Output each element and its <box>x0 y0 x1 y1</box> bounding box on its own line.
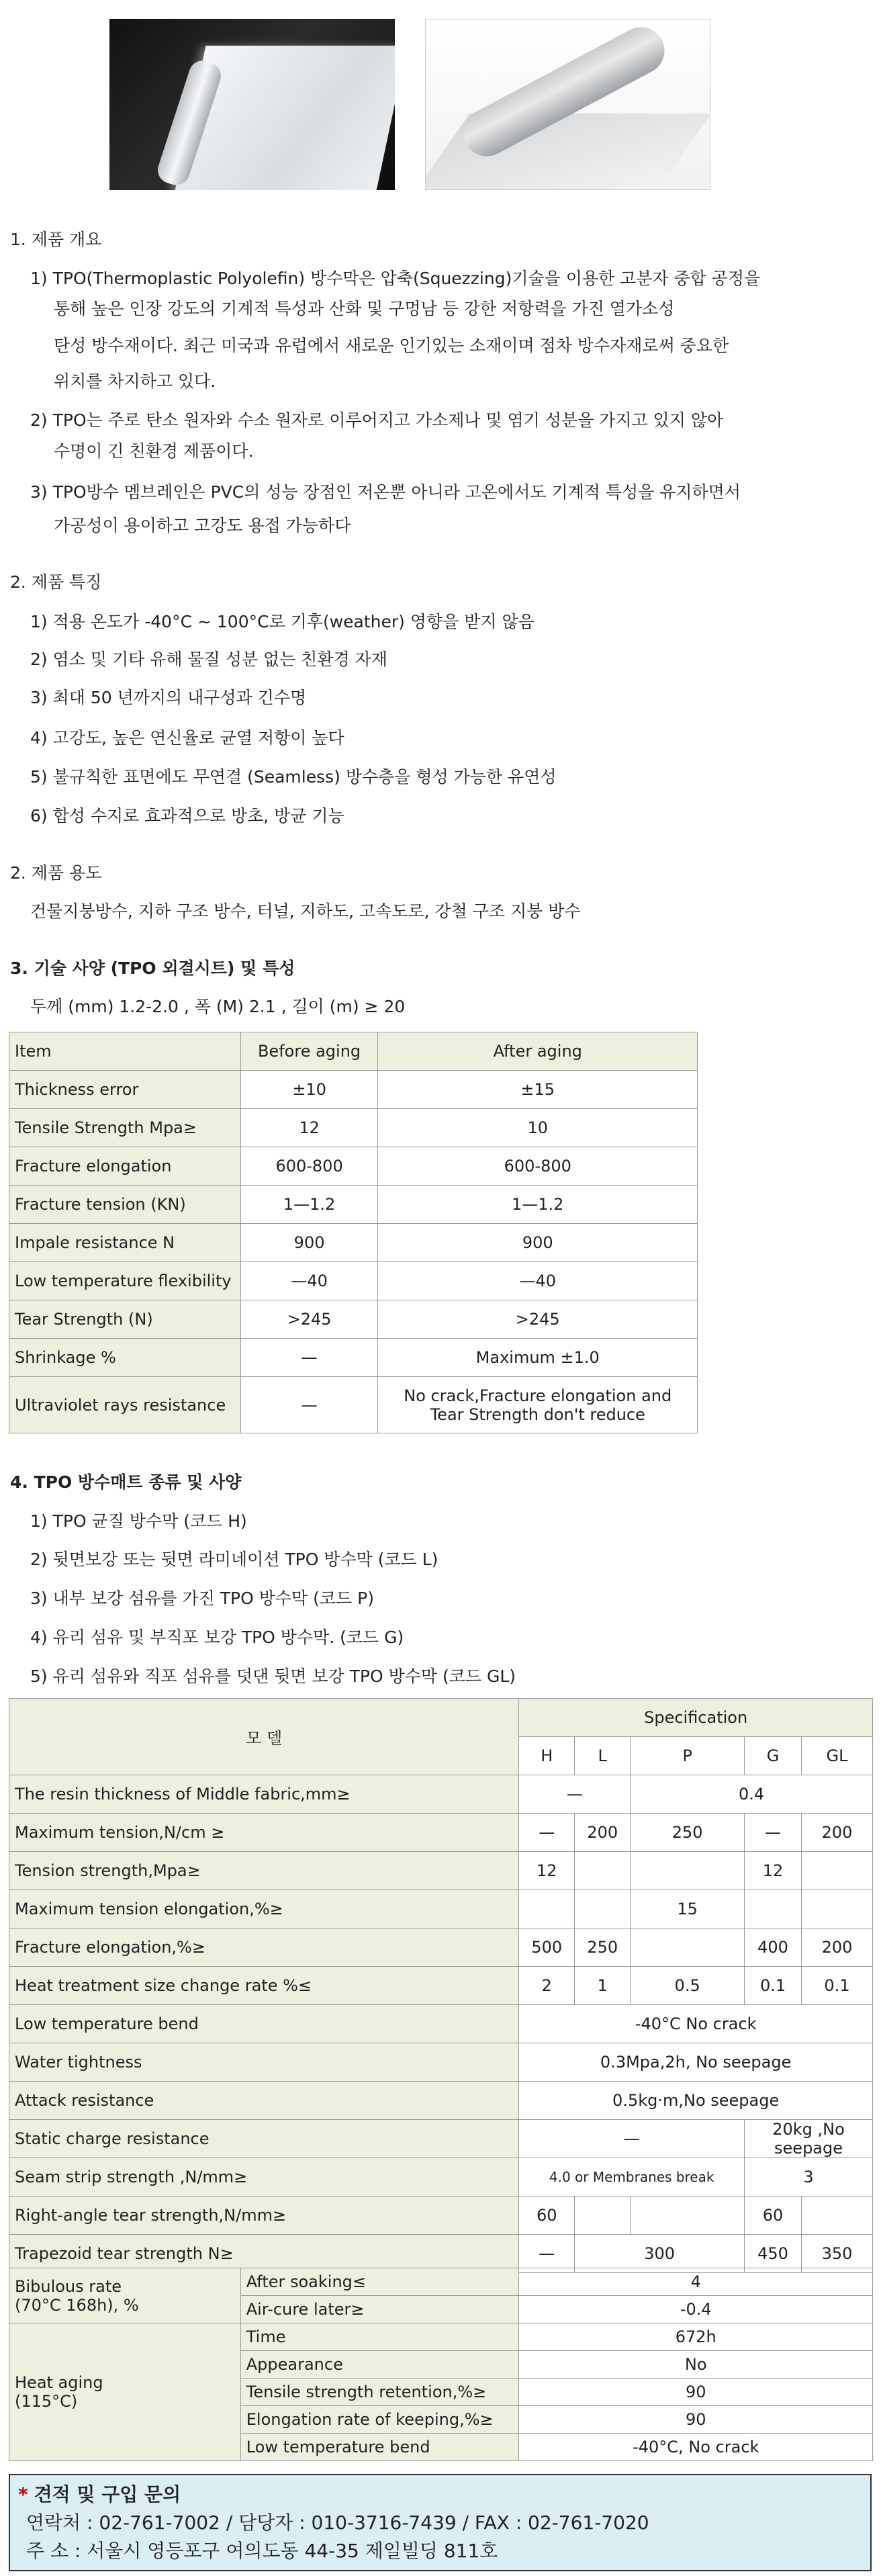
star-marker: * <box>18 2483 28 2505</box>
row-label: Seam strip strength ,N/mm≥ <box>9 2158 519 2196</box>
cell <box>802 1852 873 1890</box>
cell: 10 <box>378 1109 698 1147</box>
group-label-line: Bibulous rate <box>15 2276 122 2296</box>
contact-box <box>9 2474 872 2571</box>
model-header: 모 델 <box>9 1699 519 1775</box>
cell: 90 <box>519 2406 873 2434</box>
cell: 0.5 <box>631 1967 745 2005</box>
cell: ±10 <box>240 1071 378 1109</box>
cell: Maximum ±1.0 <box>378 1339 698 1377</box>
cell <box>575 1852 631 1890</box>
code-header: GL <box>802 1737 873 1775</box>
cell: ±15 <box>378 1071 698 1109</box>
sub-label: Low temperature bend <box>240 2434 519 2461</box>
section-heading-types: 4. TPO 방수매트 종류 및 사양 <box>10 1472 242 1492</box>
row-label: Attack resistance <box>9 2082 519 2120</box>
row-label: Maximum tension,N/cm ≥ <box>9 1814 519 1852</box>
cell: —40 <box>378 1262 698 1300</box>
cell: 500 <box>519 1928 575 1967</box>
cell: 4 <box>519 2268 873 2296</box>
code-header: L <box>575 1737 631 1775</box>
cell: 15 <box>631 1890 745 1928</box>
contact-phone: 연락처 : 02-761-7002 / 담당자 : 010-3716-7439 / FAX : 02-761-7020 <box>26 2512 649 2534</box>
sub-label: Tensile strength retention,%≥ <box>240 2379 519 2406</box>
cell: >245 <box>378 1300 698 1339</box>
cell <box>575 1890 631 1928</box>
row-label: Fracture tension (KN) <box>9 1186 241 1224</box>
code-header: G <box>745 1737 802 1775</box>
cell: — <box>519 1775 631 1814</box>
product-photos <box>0 19 881 190</box>
overview-line: 1) TPO(Thermoplastic Polyolefin) 방수막은 압축(Squezzing)기술을 이용한 고분자 중합 공정을 <box>30 269 761 288</box>
cell: 200 <box>802 1928 873 1967</box>
col-header: After aging <box>378 1032 698 1071</box>
sub-label: Air-cure later≥ <box>240 2296 519 2323</box>
cell: 0.1 <box>745 1967 802 2005</box>
row-label: Tension strength,Mpa≥ <box>9 1852 519 1890</box>
section-heading-features: 2. 제품 특징 <box>10 572 102 592</box>
row-label: Low temperature bend <box>9 2005 519 2043</box>
type-spec-table <box>9 1698 873 2273</box>
section-heading-usage: 2. 제품 용도 <box>10 863 102 883</box>
cell: 1—1.2 <box>378 1186 698 1224</box>
cell: No <box>519 2351 873 2379</box>
section-heading-spec: 3. 기술 사양 (TPO 외결시트) 및 특성 <box>10 959 295 978</box>
cell: 12 <box>240 1109 378 1147</box>
cell: -0.4 <box>519 2296 873 2323</box>
row-label: Heat treatment size change rate %≤ <box>9 1967 519 2005</box>
cell: 12 <box>745 1852 802 1890</box>
overview-line: 3) TPO방수 멤브레인은 PVC의 성능 장점인 저온뿐 아니라 고온에서도 기계적 특성을 유지하면서 <box>30 482 741 502</box>
cell-multiline <box>378 1377 698 1433</box>
product-photo-dark <box>109 19 395 190</box>
cell <box>575 2196 631 2235</box>
product-photo-roll <box>425 19 710 190</box>
cell: 350 <box>802 2235 873 2273</box>
cell <box>802 2196 873 2235</box>
cell: 60 <box>745 2196 802 2235</box>
code-header: P <box>631 1737 745 1775</box>
cell: 1 <box>575 1967 631 2005</box>
contact-title: 견적 및 구입 문의 <box>34 2483 181 2505</box>
cell: 4.0 or Membranes break <box>519 2158 745 2196</box>
overview-line: 위치를 차지하고 있다. <box>54 371 216 391</box>
feature-item: 5) 불규칙한 표면에도 무연결 (Seamless) 방수층을 형성 가능한 유연성 <box>30 767 557 787</box>
col-header: Before aging <box>240 1032 378 1071</box>
section-heading-overview: 1. 제품 개요 <box>10 230 102 249</box>
overview-line: 가공성이 용이하고 고강도 용접 가능하다 <box>54 516 351 535</box>
cell: 0.4 <box>631 1775 873 1814</box>
type-item: 1) TPO 균질 방수막 (코드 H) <box>30 1511 247 1531</box>
cell <box>802 1890 873 1928</box>
type-item: 2) 뒷면보강 또는 뒷면 라미네이션 TPO 방수막 (코드 L) <box>30 1550 438 1569</box>
aging-table <box>9 2268 873 2461</box>
group-label <box>9 2268 241 2323</box>
cell <box>519 1890 575 1928</box>
overview-line: 수명이 긴 친환경 제품이다. <box>54 441 254 461</box>
cell: 20kg ,No seepage <box>745 2120 873 2158</box>
cell <box>631 2196 745 2235</box>
cell-line: No crack,Fracture elongation and <box>404 1386 672 1405</box>
feature-item: 1) 적용 온도가 -40°C ~ 100°C로 기후(weather) 영향을 받지 않음 <box>30 612 535 631</box>
group-label-line: Heat aging <box>15 2373 103 2392</box>
cell: —40 <box>240 1262 378 1300</box>
spec-table <box>9 1032 698 1433</box>
cell: 600-800 <box>240 1147 378 1186</box>
cell: — <box>240 1339 378 1377</box>
cell: 200 <box>575 1814 631 1852</box>
row-label: Fracture elongation <box>9 1147 241 1186</box>
row-label: Static charge resistance <box>9 2120 519 2158</box>
row-label: Ultraviolet rays resistance <box>9 1377 241 1433</box>
cell: 1—1.2 <box>240 1186 378 1224</box>
row-label: The resin thickness of Middle fabric,mm≥ <box>9 1775 519 1814</box>
cell: 250 <box>631 1814 745 1852</box>
cell <box>745 1890 802 1928</box>
cell: 900 <box>378 1224 698 1262</box>
type-item: 5) 유리 섬유와 직포 섬유를 덧댄 뒷면 보강 TPO 방수막 (코드 GL) <box>30 1667 516 1686</box>
overview-line: 통해 높은 인장 강도의 기계적 특성과 산화 및 구멍남 등 강한 저항력을 가진 열가소성 <box>54 299 675 318</box>
cell: 250 <box>575 1928 631 1967</box>
cell: 450 <box>745 2235 802 2273</box>
feature-item: 2) 염소 및 기타 유해 물질 성분 없는 친환경 자재 <box>30 650 387 669</box>
cell: — <box>519 1814 575 1852</box>
cell: 600-800 <box>378 1147 698 1186</box>
cell: -40°C No crack <box>519 2005 873 2043</box>
cell: 0.5kg·m,No seepage <box>519 2082 873 2120</box>
cell: 300 <box>575 2235 745 2273</box>
type-item: 4) 유리 섬유 및 부직포 보강 TPO 방수막. (코드 G) <box>30 1628 404 1647</box>
group-label-line: (115°C) <box>15 2392 78 2411</box>
row-label: Right-angle tear strength,N/mm≥ <box>9 2196 519 2235</box>
cell <box>631 1852 745 1890</box>
row-label: Low temperature flexibility <box>9 1262 241 1300</box>
cell: — <box>745 1814 802 1852</box>
sub-label: Elongation rate of keeping,%≥ <box>240 2406 519 2434</box>
overview-line: 2) TPO는 주로 탄소 원자와 수소 원자로 이루어지고 가소제나 및 염기 성분을 가지고 있지 않아 <box>30 410 724 430</box>
type-item: 3) 내부 보강 섬유를 가진 TPO 방수막 (코드 P) <box>30 1589 374 1608</box>
row-label: Water tightness <box>9 2043 519 2082</box>
cell: 900 <box>240 1224 378 1262</box>
usage-text: 건물지붕방수, 지하 구조 방수, 터널, 지하도, 고속도로, 강철 구조 지붕 방수 <box>30 901 581 921</box>
cell: 0.1 <box>802 1967 873 2005</box>
cell: 12 <box>519 1852 575 1890</box>
contact-address: 주 소 : 서울시 영등포구 여의도동 44-35 제일빌딩 811호 <box>26 2540 498 2562</box>
cell: 90 <box>519 2379 873 2406</box>
col-header: Item <box>9 1032 241 1071</box>
group-label <box>9 2323 241 2461</box>
cell: 60 <box>519 2196 575 2235</box>
cell: 3 <box>745 2158 873 2196</box>
row-label: Impale resistance N <box>9 1224 241 1262</box>
cell: >245 <box>240 1300 378 1339</box>
spec-header: Specification <box>519 1699 873 1737</box>
feature-item: 6) 합성 수지로 효과적으로 방초, 방균 기능 <box>30 806 344 826</box>
cell <box>631 1928 745 1967</box>
cell: 2 <box>519 1967 575 2005</box>
row-label: Thickness error <box>9 1071 241 1109</box>
row-label: Tensile Strength Mpa≥ <box>9 1109 241 1147</box>
group-label-line: (70°C 168h), % <box>15 2295 139 2315</box>
sub-label: After soaking≤ <box>240 2268 519 2296</box>
cell: — <box>240 1377 378 1433</box>
cell: 200 <box>802 1814 873 1852</box>
cell: -40°C, No crack <box>519 2434 873 2461</box>
row-label: Maximum tension elongation,%≥ <box>9 1890 519 1928</box>
row-label: Fracture elongation,%≥ <box>9 1928 519 1967</box>
row-label: Tear Strength (N) <box>9 1300 241 1339</box>
cell: — <box>519 2120 745 2158</box>
row-label: Shrinkage % <box>9 1339 241 1377</box>
sub-label: Appearance <box>240 2351 519 2379</box>
overview-line: 탄성 방수재이다. 최근 미국과 유럽에서 새로운 인기있는 소재이며 점차 방수자재로써 중요한 <box>54 336 729 355</box>
cell-line: Tear Strength don't reduce <box>430 1405 645 1424</box>
cell: — <box>519 2235 575 2273</box>
cell: 400 <box>745 1928 802 1967</box>
sub-label: Time <box>240 2323 519 2351</box>
cell: 0.3Mpa,2h, No seepage <box>519 2043 873 2082</box>
spec-dimensions: 두께 (mm) 1.2-2.0 , 폭 (M) 2.1 , 길이 (m) ≥ 20 <box>30 997 406 1016</box>
row-label: Trapezoid tear strength N≥ <box>9 2235 519 2273</box>
feature-item: 3) 최대 50 년까지의 내구성과 긴수명 <box>30 688 307 707</box>
cell: 672h <box>519 2323 873 2351</box>
code-header: H <box>519 1737 575 1775</box>
feature-item: 4) 고강도, 높은 연신율로 균열 저항이 높다 <box>30 728 344 748</box>
